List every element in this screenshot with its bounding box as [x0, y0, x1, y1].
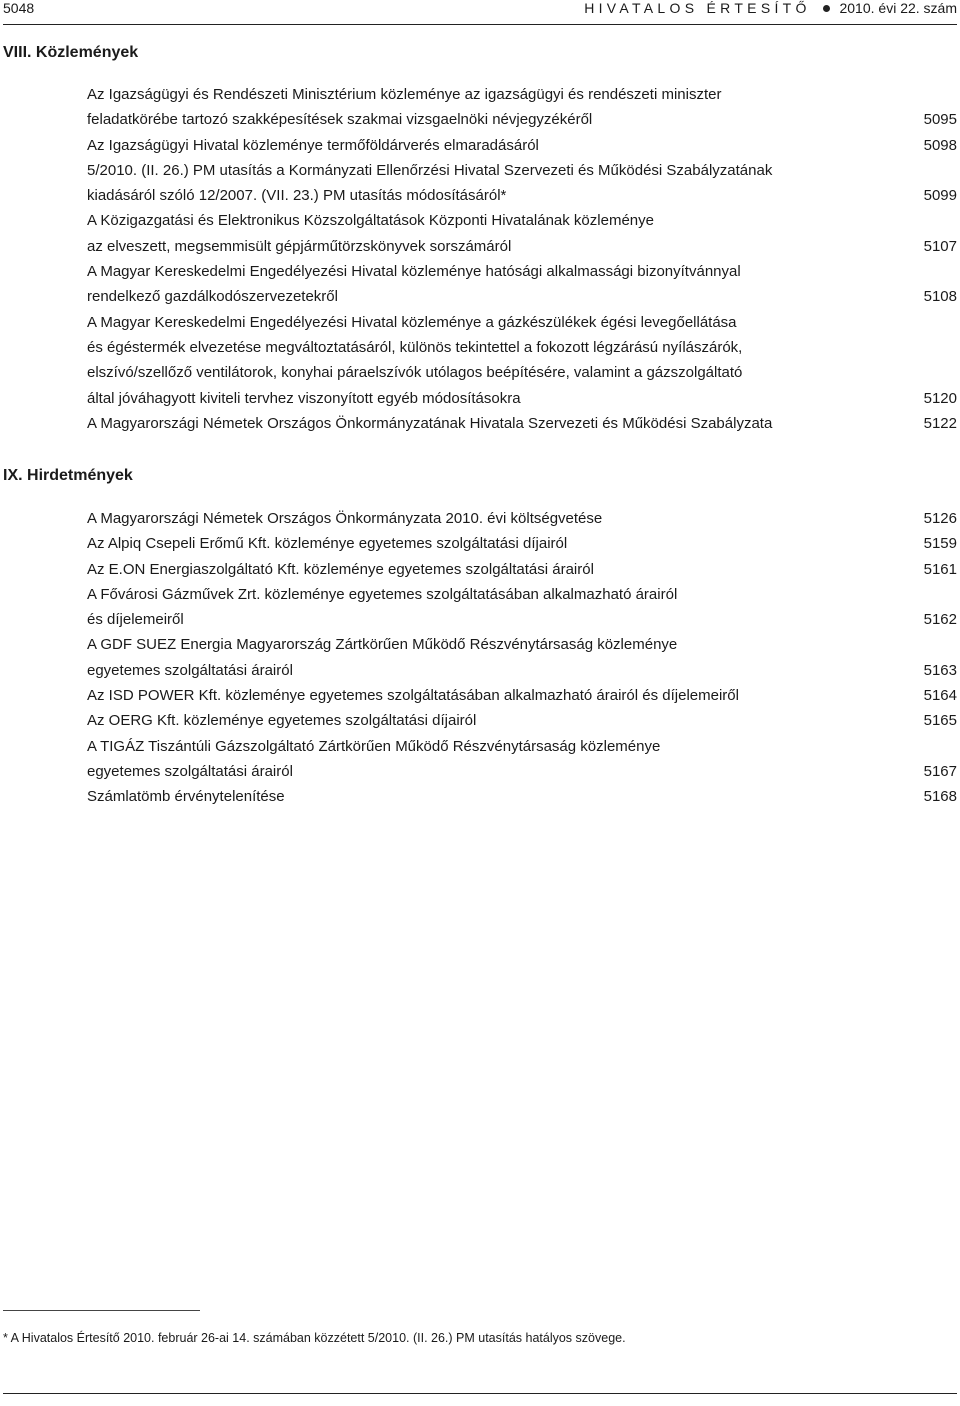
page-number: 5048: [3, 0, 35, 16]
page-bottom-rule: [3, 1393, 957, 1394]
toc-entry-text: Az Alpiq Csepeli Erőmű Kft. közleménye egyetemes szolgáltatási díjairól: [87, 535, 568, 553]
toc-entry-text: A Magyar Kereskedelmi Engedélyezési Hivatal közleménye hatósági alkalmassági bizonyítvánnyal: [87, 263, 741, 281]
toc-entry-text: által jóváhagyott kiviteli tervhez viszonyított egyéb módosításokra: [87, 389, 521, 407]
section-title-hirdetmenyek: IX. Hirdetmények: [3, 467, 133, 484]
toc-page-number: 5120: [923, 389, 957, 407]
footnote: * A Hivatalos Értesítő 2010. február 26-ai 14. számában közzétett 5/2010. (II. 26.) PM utasítás hatályos szövege.: [3, 1331, 626, 1345]
toc-page-number: 5126: [923, 510, 957, 527]
toc-page-number: 5167: [923, 762, 957, 780]
toc-section-kozlemenyek: [87, 82, 957, 436]
toc-entry-text: elszívó/szellőző ventilátorok, konyhai páraelszívók utólagos beépítésére, valamint a gázszolgáltató: [87, 364, 743, 382]
toc-entry: [87, 506, 957, 531]
toc-entry-text: 5/2010. (II. 26.) PM utasítás a Kormányzati Ellenőrzési Hivatal Szervezeti és Működési Szabályzatának: [87, 161, 773, 179]
toc-entry-text: egyetemes szolgáltatási árairól: [87, 762, 293, 780]
toc-page-number: 5122: [923, 414, 957, 432]
toc-entry: [87, 82, 957, 133]
toc-entry: [87, 557, 957, 582]
toc-page-number: 5159: [923, 535, 957, 553]
toc-page-number: 5108: [923, 288, 957, 306]
section-title-kozlemenyek: VIII. Közlemények: [3, 44, 139, 61]
toc-entry: [87, 708, 957, 733]
toc-entry-text: Számlatömb érvénytelenítése: [87, 788, 285, 806]
toc-entry-text: A Magyarországi Németek Országos Önkormányzatának Hivatala Szervezeti és Működési Szabályzata: [87, 414, 773, 432]
toc-entry: [87, 310, 957, 411]
toc-entry-text: Az Igazságügyi Hivatal közleménye termőföldárverés elmaradásáról: [87, 136, 539, 154]
toc-page-number: 5095: [923, 111, 957, 129]
page-header: [3, 0, 957, 25]
toc-entry-text: rendelkező gazdálkodószervezetekről: [87, 288, 338, 306]
toc-entry-text: feladatkörébe tartozó szakképesítések szakmai vizsgaelnöki névjegyzékéről: [87, 111, 593, 129]
toc-entry: [87, 411, 957, 436]
toc-entry-text: A Magyarországi Németek Országos Önkormányzata 2010. évi költségvetése: [87, 510, 603, 527]
toc-section-hirdetmenyek: [87, 506, 957, 810]
toc-entry-text: és díjelemeiről: [87, 611, 184, 629]
toc-entry: [87, 683, 957, 708]
toc-entry-text: Az OERG Kft. közleménye egyetemes szolgáltatási díjairól: [87, 712, 477, 730]
toc-page-number: 5099: [923, 187, 957, 205]
toc-entry-text: Az Igazságügyi és Rendészeti Minisztérium közleménye az igazságügyi és rendészeti miniszter: [87, 86, 722, 103]
toc-entry-text: A Fővárosi Gázművek Zrt. közleménye egyetemes szolgáltatásában alkalmazható árairól: [87, 585, 678, 603]
toc-entry: [87, 734, 957, 785]
toc-entry-text: A Magyar Kereskedelmi Engedélyezési Hivatal közleménye a gázkészülékek égési levegőellátása: [87, 313, 737, 331]
toc-entry: [87, 582, 957, 633]
toc-entry-text: Az ISD POWER Kft. közleménye egyetemes szolgáltatásában alkalmazható árairól és díjelemeiről: [87, 687, 739, 705]
toc-entry-text: és égéstermék elvezetése megváltoztatásáról, különös tekintettel a fokozott légzárású nyílászárók,: [87, 338, 743, 356]
issue-label: 2010. évi 22. szám: [839, 0, 957, 16]
toc-entry: [87, 208, 957, 259]
toc-page-number: 5165: [923, 712, 957, 730]
header-publication: [584, 1, 957, 15]
toc-entry: [87, 531, 957, 556]
toc-entry: [87, 784, 957, 809]
toc-page-number: 5164: [923, 687, 957, 705]
toc-entry-text: kiadásáról szóló 12/2007. (VII. 23.) PM utasítás módosításáról*: [87, 187, 507, 205]
toc-entry-text: A TIGÁZ Tiszántúli Gázszolgáltató Zártkörűen Működő Részvénytársaság közleménye: [87, 737, 661, 755]
toc-page-number: 5168: [923, 788, 957, 806]
toc-entry-text: A GDF SUEZ Energia Magyarország Zártkörűen Működő Részvénytársaság közleménye: [87, 636, 678, 654]
toc-page-number: 5163: [923, 661, 957, 679]
toc-entry: [87, 133, 957, 158]
toc-entry-text: A Közigazgatási és Elektronikus Közszolgáltatások Központi Hivatalának közleménye: [87, 212, 654, 230]
toc-entry: [87, 158, 957, 209]
toc-entry-text: egyetemes szolgáltatási árairól: [87, 661, 293, 679]
bullet-icon: [823, 5, 830, 12]
magazine-title: HIVATALOS ÉRTESÍTŐ: [584, 0, 811, 16]
toc-entry-text: az elveszett, megsemmisült gépjárműtörzskönyvek sorszámáról: [87, 237, 512, 255]
footnote-rule: [3, 1310, 200, 1311]
toc-page-number: 5162: [923, 611, 957, 629]
toc-entry: [87, 259, 957, 310]
toc-page-number: 5098: [923, 136, 957, 154]
toc-page-number: 5107: [923, 237, 957, 255]
toc-entry: [87, 632, 957, 683]
toc-entry-text: Az E.ON Energiaszolgáltató Kft. közleménye egyetemes szolgáltatási árairól: [87, 560, 594, 578]
toc-page-number: 5161: [923, 560, 957, 578]
